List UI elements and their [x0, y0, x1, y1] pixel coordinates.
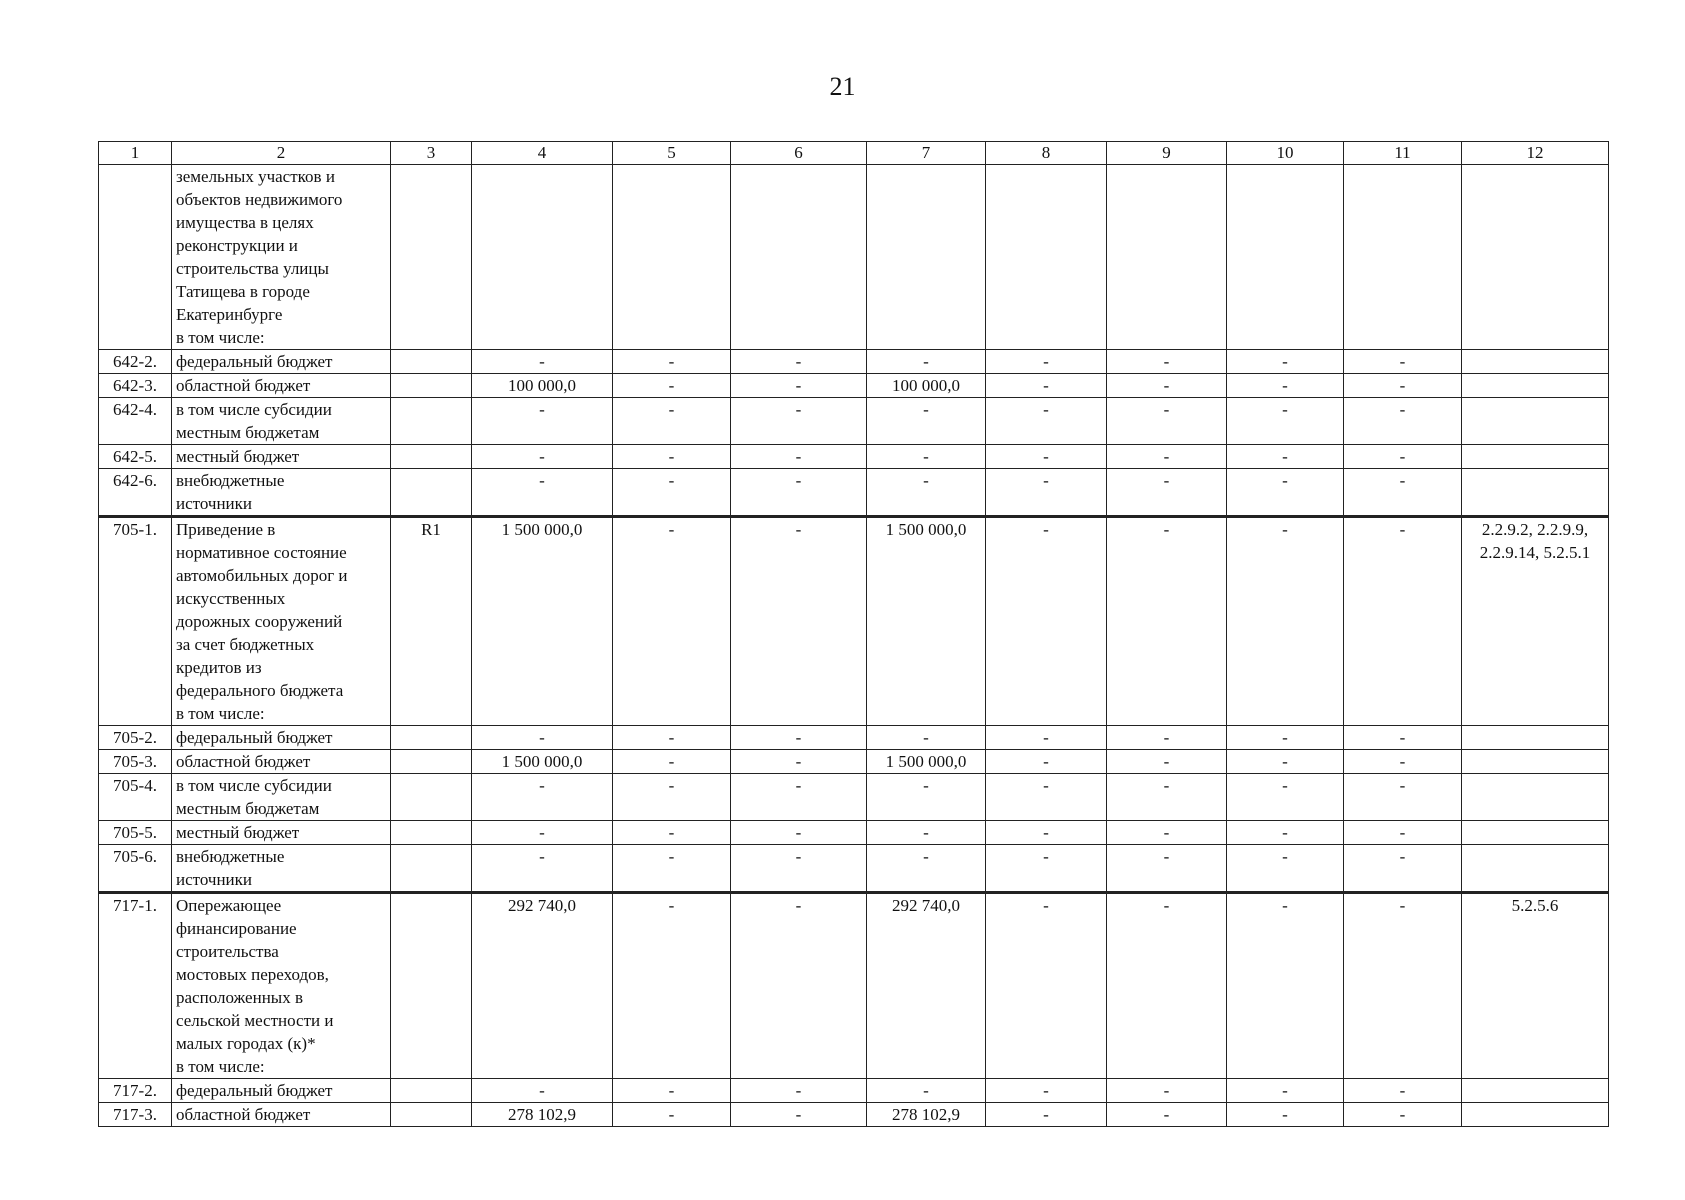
row-number: 642-4.	[99, 398, 172, 445]
row-reference	[1462, 845, 1609, 893]
col8-value: -	[986, 893, 1107, 1079]
col5-value: -	[613, 774, 731, 821]
col11-value: -	[1344, 750, 1462, 774]
table-row	[99, 517, 1609, 726]
row-code	[391, 774, 472, 821]
col8-value: -	[986, 1079, 1107, 1103]
col6-value: -	[731, 845, 867, 893]
col11-value: -	[1344, 374, 1462, 398]
row-reference: 2.2.9.2, 2.2.9.9, 2.2.9.14, 5.2.5.1	[1462, 517, 1609, 726]
col5-value: -	[613, 517, 731, 726]
col6-value: -	[731, 398, 867, 445]
column-header-11: 11	[1344, 142, 1462, 165]
col8-value: -	[986, 398, 1107, 445]
col8-value: -	[986, 774, 1107, 821]
row-reference	[1462, 750, 1609, 774]
col7-value: -	[867, 350, 986, 374]
row-number: 705-3.	[99, 750, 172, 774]
row-code	[391, 893, 472, 1079]
col6-value: -	[731, 774, 867, 821]
col11-value: -	[1344, 893, 1462, 1079]
col8-value: -	[986, 750, 1107, 774]
column-header-5: 5	[613, 142, 731, 165]
column-header-12: 12	[1462, 142, 1609, 165]
col9-value: -	[1107, 726, 1227, 750]
col4-value: 1 500 000,0	[472, 750, 613, 774]
col5-value: -	[613, 1079, 731, 1103]
col7-value: -	[867, 445, 986, 469]
col11-value: -	[1344, 445, 1462, 469]
col8-value: -	[986, 469, 1107, 517]
table-row	[99, 1103, 1609, 1127]
col8-value	[986, 165, 1107, 350]
row-code	[391, 374, 472, 398]
col6-value: -	[731, 1103, 867, 1127]
col5-value: -	[613, 350, 731, 374]
row-name: в том числе субсидии местным бюджетам	[172, 774, 391, 821]
col6-value	[731, 165, 867, 350]
table-row	[99, 469, 1609, 517]
col10-value: -	[1227, 750, 1344, 774]
row-name: областной бюджет	[172, 374, 391, 398]
row-number: 705-6.	[99, 845, 172, 893]
col5-value	[613, 165, 731, 350]
col11-value: -	[1344, 350, 1462, 374]
row-number: 642-2.	[99, 350, 172, 374]
col8-value: -	[986, 726, 1107, 750]
col6-value: -	[731, 1079, 867, 1103]
row-code	[391, 469, 472, 517]
column-header-3: 3	[391, 142, 472, 165]
row-name: Опережающее финансирование строительства мостовых переходов, расположенных в сельской местности и малых городах (к)* в том числе:	[172, 893, 391, 1079]
row-code: R1	[391, 517, 472, 726]
page-number: 21	[829, 72, 856, 101]
col10-value: -	[1227, 726, 1344, 750]
row-code	[391, 445, 472, 469]
col4-value: -	[472, 469, 613, 517]
col4-value: 100 000,0	[472, 374, 613, 398]
row-code	[391, 750, 472, 774]
column-header-7: 7	[867, 142, 986, 165]
col7-value: -	[867, 469, 986, 517]
header-row	[99, 142, 1609, 165]
col6-value: -	[731, 469, 867, 517]
column-header-4: 4	[472, 142, 613, 165]
row-name: федеральный бюджет	[172, 726, 391, 750]
col11-value: -	[1344, 821, 1462, 845]
col10-value: -	[1227, 517, 1344, 726]
column-header-1: 1	[99, 142, 172, 165]
col10-value: -	[1227, 469, 1344, 517]
col6-value: -	[731, 821, 867, 845]
col4-value: -	[472, 445, 613, 469]
row-code	[391, 1103, 472, 1127]
row-code	[391, 398, 472, 445]
col8-value: -	[986, 1103, 1107, 1127]
col5-value: -	[613, 374, 731, 398]
col7-value	[867, 165, 986, 350]
col6-value: -	[731, 726, 867, 750]
col7-value: -	[867, 726, 986, 750]
col5-value: -	[613, 726, 731, 750]
row-code	[391, 821, 472, 845]
column-header-8: 8	[986, 142, 1107, 165]
col10-value: -	[1227, 821, 1344, 845]
col4-value: 292 740,0	[472, 893, 613, 1079]
col4-value: -	[472, 1079, 613, 1103]
col8-value: -	[986, 517, 1107, 726]
col11-value: -	[1344, 1103, 1462, 1127]
col4-value: -	[472, 845, 613, 893]
column-header-9: 9	[1107, 142, 1227, 165]
row-name: областной бюджет	[172, 750, 391, 774]
row-number: 717-3.	[99, 1103, 172, 1127]
col5-value: -	[613, 445, 731, 469]
col8-value: -	[986, 350, 1107, 374]
row-name: федеральный бюджет	[172, 1079, 391, 1103]
col7-value: 292 740,0	[867, 893, 986, 1079]
col11-value: -	[1344, 469, 1462, 517]
col7-value: -	[867, 821, 986, 845]
col11-value: -	[1344, 726, 1462, 750]
col9-value: -	[1107, 445, 1227, 469]
col9-value: -	[1107, 893, 1227, 1079]
column-header-2: 2	[172, 142, 391, 165]
col5-value: -	[613, 469, 731, 517]
col5-value: -	[613, 1103, 731, 1127]
row-code	[391, 165, 472, 350]
col11-value: -	[1344, 517, 1462, 726]
col8-value: -	[986, 845, 1107, 893]
table-row	[99, 750, 1609, 774]
col7-value: -	[867, 398, 986, 445]
col6-value: -	[731, 893, 867, 1079]
col6-value: -	[731, 750, 867, 774]
table-body	[99, 165, 1609, 1127]
col10-value: -	[1227, 398, 1344, 445]
row-number: 717-1.	[99, 893, 172, 1079]
col5-value: -	[613, 845, 731, 893]
col10-value: -	[1227, 774, 1344, 821]
col10-value: -	[1227, 845, 1344, 893]
table-row	[99, 821, 1609, 845]
col9-value: -	[1107, 821, 1227, 845]
col8-value: -	[986, 821, 1107, 845]
col9-value: -	[1107, 774, 1227, 821]
col4-value: -	[472, 774, 613, 821]
col11-value	[1344, 165, 1462, 350]
col9-value: -	[1107, 750, 1227, 774]
row-reference	[1462, 726, 1609, 750]
col8-value: -	[986, 445, 1107, 469]
row-name: федеральный бюджет	[172, 350, 391, 374]
row-name: внебюджетные источники	[172, 845, 391, 893]
row-name: внебюджетные источники	[172, 469, 391, 517]
col4-value: -	[472, 821, 613, 845]
col7-value: 1 500 000,0	[867, 517, 986, 726]
row-reference: 5.2.5.6	[1462, 893, 1609, 1079]
col11-value: -	[1344, 774, 1462, 821]
col9-value: -	[1107, 374, 1227, 398]
table-row	[99, 165, 1609, 350]
col9-value: -	[1107, 517, 1227, 726]
col5-value: -	[613, 398, 731, 445]
table-row	[99, 398, 1609, 445]
col9-value: -	[1107, 1103, 1227, 1127]
row-number: 705-2.	[99, 726, 172, 750]
row-number: 705-5.	[99, 821, 172, 845]
col11-value: -	[1344, 1079, 1462, 1103]
col4-value: 1 500 000,0	[472, 517, 613, 726]
table-row	[99, 845, 1609, 893]
col10-value: -	[1227, 1079, 1344, 1103]
row-name: в том числе субсидии местным бюджетам	[172, 398, 391, 445]
col4-value: -	[472, 350, 613, 374]
row-reference	[1462, 1103, 1609, 1127]
row-number: 705-4.	[99, 774, 172, 821]
col6-value: -	[731, 445, 867, 469]
col6-value: -	[731, 517, 867, 726]
row-reference	[1462, 1079, 1609, 1103]
col10-value: -	[1227, 350, 1344, 374]
col5-value: -	[613, 893, 731, 1079]
row-number: 642-3.	[99, 374, 172, 398]
col4-value: 278 102,9	[472, 1103, 613, 1127]
col10-value: -	[1227, 893, 1344, 1079]
row-reference	[1462, 445, 1609, 469]
row-name: Приведение в нормативное состояние автомобильных дорог и искусственных дорожных сооружений за счет бюджетных кредитов из федерального бюджета в том числе:	[172, 517, 391, 726]
row-code	[391, 845, 472, 893]
table-row	[99, 726, 1609, 750]
row-code	[391, 350, 472, 374]
col4-value: -	[472, 726, 613, 750]
col6-value: -	[731, 374, 867, 398]
row-number: 642-5.	[99, 445, 172, 469]
table-row	[99, 774, 1609, 821]
col7-value: 1 500 000,0	[867, 750, 986, 774]
row-reference	[1462, 774, 1609, 821]
col7-value: 100 000,0	[867, 374, 986, 398]
row-name: областной бюджет	[172, 1103, 391, 1127]
col9-value	[1107, 165, 1227, 350]
row-reference	[1462, 350, 1609, 374]
col9-value: -	[1107, 350, 1227, 374]
table-row	[99, 893, 1609, 1079]
col11-value: -	[1344, 398, 1462, 445]
col10-value: -	[1227, 374, 1344, 398]
col5-value: -	[613, 821, 731, 845]
row-reference	[1462, 398, 1609, 445]
col11-value: -	[1344, 845, 1462, 893]
col10-value: -	[1227, 1103, 1344, 1127]
col7-value: -	[867, 845, 986, 893]
col6-value: -	[731, 350, 867, 374]
row-code	[391, 1079, 472, 1103]
table-row	[99, 1079, 1609, 1103]
col7-value: 278 102,9	[867, 1103, 986, 1127]
table-row	[99, 445, 1609, 469]
row-number	[99, 165, 172, 350]
row-number: 642-6.	[99, 469, 172, 517]
table-row	[99, 350, 1609, 374]
table-row	[99, 374, 1609, 398]
col9-value: -	[1107, 1079, 1227, 1103]
row-name: местный бюджет	[172, 445, 391, 469]
row-reference	[1462, 165, 1609, 350]
row-number: 717-2.	[99, 1079, 172, 1103]
col10-value	[1227, 165, 1344, 350]
col10-value: -	[1227, 445, 1344, 469]
budget-table	[98, 141, 1609, 1127]
row-number: 705-1.	[99, 517, 172, 726]
col4-value	[472, 165, 613, 350]
row-reference	[1462, 374, 1609, 398]
col8-value: -	[986, 374, 1107, 398]
col9-value: -	[1107, 469, 1227, 517]
row-name: местный бюджет	[172, 821, 391, 845]
row-reference	[1462, 469, 1609, 517]
row-code	[391, 726, 472, 750]
col9-value: -	[1107, 845, 1227, 893]
col4-value: -	[472, 398, 613, 445]
column-header-10: 10	[1227, 142, 1344, 165]
col7-value: -	[867, 1079, 986, 1103]
col7-value: -	[867, 774, 986, 821]
row-name: земельных участков и объектов недвижимого имущества в целях реконструкции и строительства улицы Татищева в городе Екатеринбурге в том числе:	[172, 165, 391, 350]
col5-value: -	[613, 750, 731, 774]
col9-value: -	[1107, 398, 1227, 445]
column-header-6: 6	[731, 142, 867, 165]
row-reference	[1462, 821, 1609, 845]
